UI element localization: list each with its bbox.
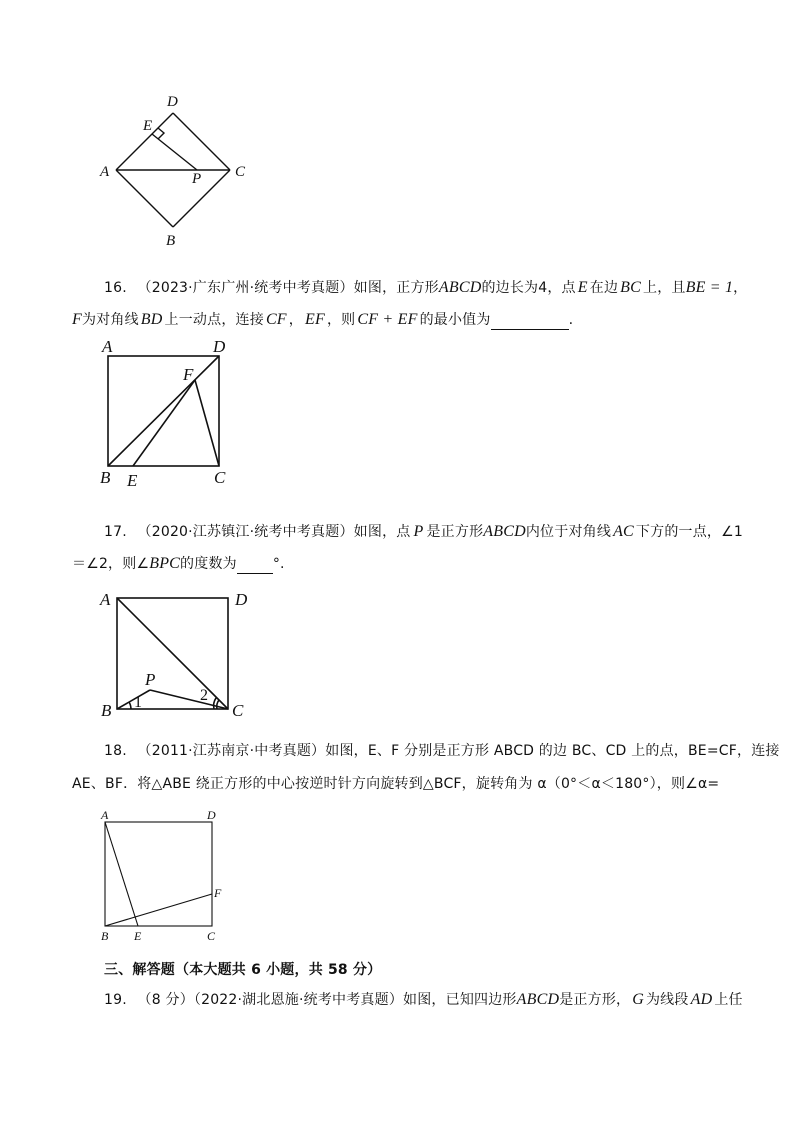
math-bc: BC [620,279,642,296]
angle-2-arc-b [214,698,216,709]
question-text: 如图，已知四边形 [403,992,517,1008]
figure-q17 [95,585,260,720]
question-text: 内位于对角线 [525,524,612,540]
math-cf: CF [265,311,287,328]
math-ad: AD [690,991,713,1008]
math-bd: BD [140,311,163,328]
math-ef: EF [305,311,325,328]
label-p: P [145,670,156,689]
question-16-line-2 [72,310,573,330]
math-ac: AC [613,523,634,540]
question-text: °. [272,556,285,572]
segment-bf [105,894,212,926]
label-f: F [183,365,194,384]
label-e: E [134,929,142,943]
math-e: E [577,279,588,296]
label-d: D [235,590,248,609]
label-c: C [235,164,246,180]
figure-q18 [95,805,235,945]
segment-ba [116,170,173,227]
question-text: ，则 [326,312,356,328]
right-angle-marker [158,128,164,139]
math-p: P [413,523,424,540]
math-be-condition: BE = 1 [685,279,734,296]
question-text: ＝∠2，则∠ [72,556,150,572]
question-number: 19. [104,992,127,1008]
label-p: P [192,171,202,187]
label-a: A [100,590,111,609]
question-text: 在边 [589,280,619,296]
answer-blank[interactable] [491,315,569,330]
question-18-line-2 [72,774,719,794]
angle-label-2: 2 [200,687,208,704]
question-text: （2011·江苏南京·中考真题）如图，E、F 分别是正方形 ABCD 的边 BC、CD 上的点，BE=CF，连接 [137,743,780,759]
question-number: 17. [104,524,127,540]
section-heading: 三、解答题（本大题共 6 小题，共 58 分） [104,962,382,978]
question-text: 的最小值为 [419,312,491,328]
question-17-line-2 [72,554,285,574]
math-g: G [632,991,644,1008]
question-text: 如图，正方形 [353,280,439,296]
figure-q16 [95,335,245,490]
question-text: 为对角线 [81,312,139,328]
perpendicular-pe [152,134,197,170]
diagonal-ac [117,598,228,709]
figure-q15 [95,88,265,253]
question-source: （2022·湖北恩施·统考中考真题） [193,992,404,1008]
label-d: D [167,94,178,110]
math-abcd: ABCD [516,991,560,1008]
question-text: ， [733,280,748,296]
question-text: 上一动点，连接 [164,312,264,328]
math-cf-plus-ef: CF + EF [357,311,418,328]
diagonal-bd [108,356,219,466]
math-bpc: BPC [149,555,181,572]
question-text: 上，且 [643,280,686,296]
segment-ef [133,380,195,466]
question-source: （2020·江苏镇江·统考中考真题） [137,524,354,540]
question-number: 16. [104,280,127,296]
label-e: E [127,471,138,490]
answer-blank[interactable] [237,559,273,574]
segment-cf [195,380,219,466]
question-16-line-1 [104,278,747,298]
question-text: AE、BF．将△ABE 绕正方形的中心按逆时针方向旋转到△BCF，旋转角为 α（0°＜α＜180°），则∠α= [72,776,720,792]
question-text: 是正方形 [426,524,484,540]
math-abcd: ABCD [483,523,526,540]
label-a: A [101,808,109,822]
label-b: B [101,701,112,720]
question-text: 如图，点 [353,524,411,540]
question-text: 是正方形， [559,992,631,1008]
label-f: F [214,886,222,900]
math-f: F [72,311,82,328]
label-b: B [100,468,111,487]
label-b: B [166,233,176,249]
label-c: C [214,468,226,487]
question-text: 的度数为 [180,556,237,572]
label-d: D [207,808,216,822]
math-abcd: ABCD [438,279,482,296]
label-a: A [102,337,113,356]
angle-1-arc [129,702,131,709]
segment-ae [105,822,138,926]
question-18-line-1 [104,741,780,761]
question-score: （8 分） [137,992,194,1008]
question-source: （2023·广东广州·统考中考真题） [137,280,354,296]
question-number: 18. [104,743,127,759]
angle-2-arc-a [217,700,219,709]
label-c: C [232,701,244,720]
segment-dc [173,113,230,170]
question-text: ， [288,312,303,328]
segment-cb [173,170,230,227]
label-d: D [213,337,226,356]
question-text: . [568,312,574,328]
question-17-line-1 [104,522,743,542]
question-text: 为线段 [645,992,689,1008]
question-text: 下方的一点，∠1 [635,524,743,540]
label-c: C [207,929,216,943]
angle-label-1: 1 [134,694,142,711]
question-19-line-1 [104,990,743,1010]
question-text: 上任 [714,992,743,1008]
label-a: A [100,164,110,180]
label-e: E [143,118,153,134]
question-text: 的边长为4，点 [481,280,576,296]
label-b: B [101,929,109,943]
